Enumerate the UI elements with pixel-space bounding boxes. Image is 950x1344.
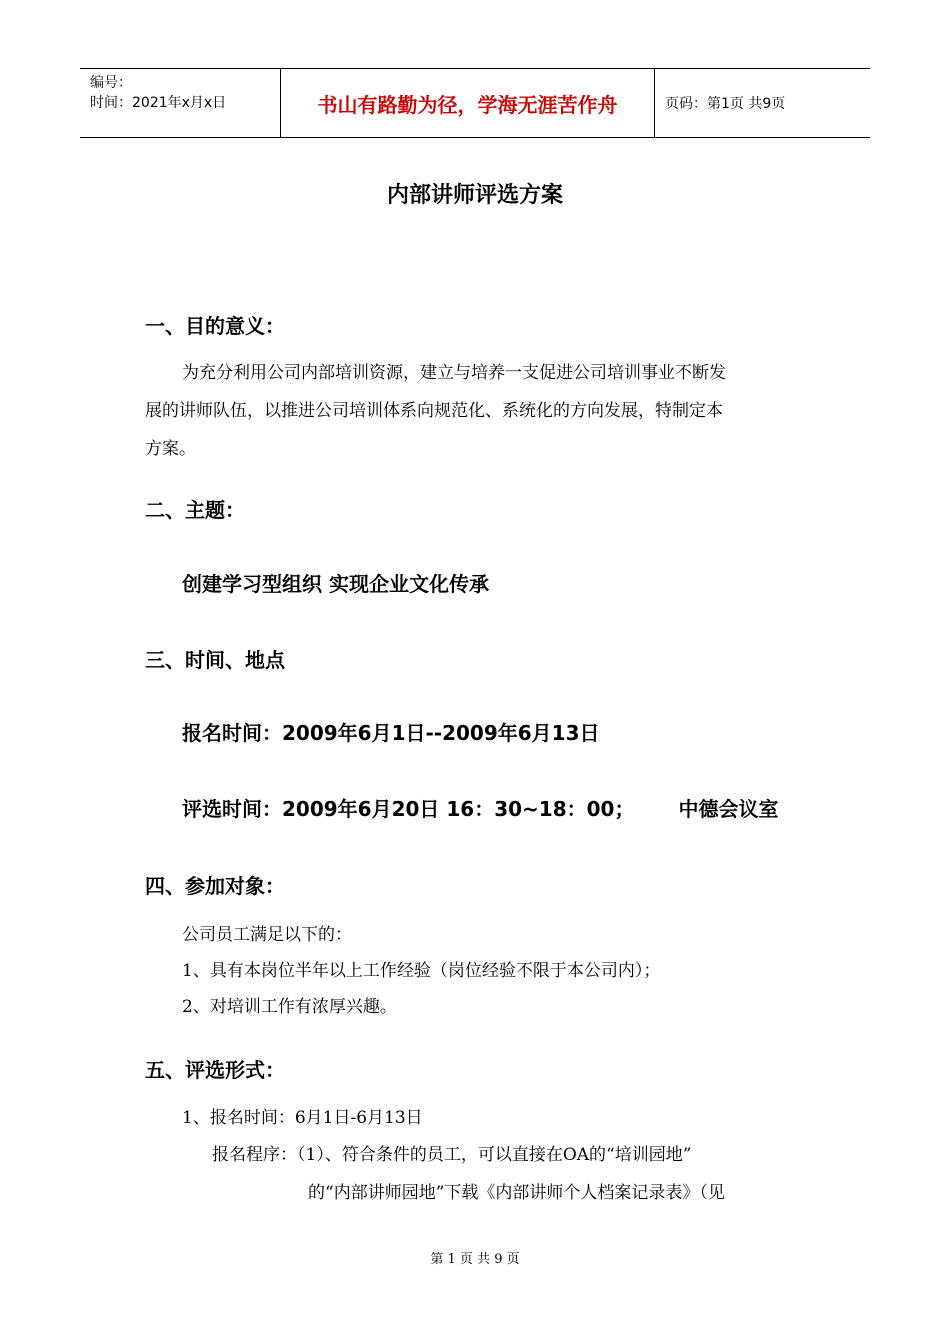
section-1-line-1: 为充分利用公司内部培训资源，建立与培养一支促进公司培训事业不断发 [182,363,726,383]
document-title: 内部讲师评选方案 [386,183,563,208]
section-4-heading: 四、参加对象： [145,874,285,898]
header-motto: 书山有路勤为径，学海无涯苦作舟 [281,69,655,137]
header-page-info: 页码：第1页 共9页 [665,96,786,112]
section-1-line-3: 方案。 [145,439,196,459]
time-label: 时间：2021年x月x日 [90,95,227,111]
section-3-heading: 三、时间、地点 [145,648,285,672]
selection-location: 中德会议室 [678,797,779,821]
section-5-procedure-line-1: 报名程序：（1）、符合条件的员工，可以直接在OA的“培训园地” [212,1145,692,1165]
number-label: 编号： [90,75,132,91]
section-5-heading: 五、评选形式： [145,1058,285,1082]
signup-time: 报名时间：2009年6月1日--2009年6月13日 [182,721,600,745]
section-1-line-2: 展的讲师队伍，以推进公司培训体系向规范化、系统化的方向发展，特制定本 [145,401,723,421]
section-4-item-1: 1、具有本岗位半年以上工作经验（岗位经验不限于本公司内）； [182,961,661,981]
section-5-procedure-line-2: 的“内部讲师园地”下载《内部讲师个人档案记录表》（见 [308,1183,725,1203]
section-1-heading: 一、目的意义： [145,314,285,338]
header-left-cell [80,69,281,137]
section-2-theme: 创建学习型组织 实现企业文化传承 [182,572,489,596]
section-2-heading: 二、主题： [145,498,245,522]
selection-time [182,793,778,822]
section-4-intro: 公司员工满足以下的： [182,925,352,945]
selection-time-text: 评选时间：2009年6月20日 16：30~18：00； [182,797,635,821]
section-5-item-1: 1、报名时间：6月1日-6月13日 [182,1108,423,1128]
header-table [80,68,870,138]
section-4-item-2: 2、对培训工作有浓厚兴趣。 [182,997,397,1017]
page-footer: 第 1 页 共 9 页 [430,1252,520,1267]
